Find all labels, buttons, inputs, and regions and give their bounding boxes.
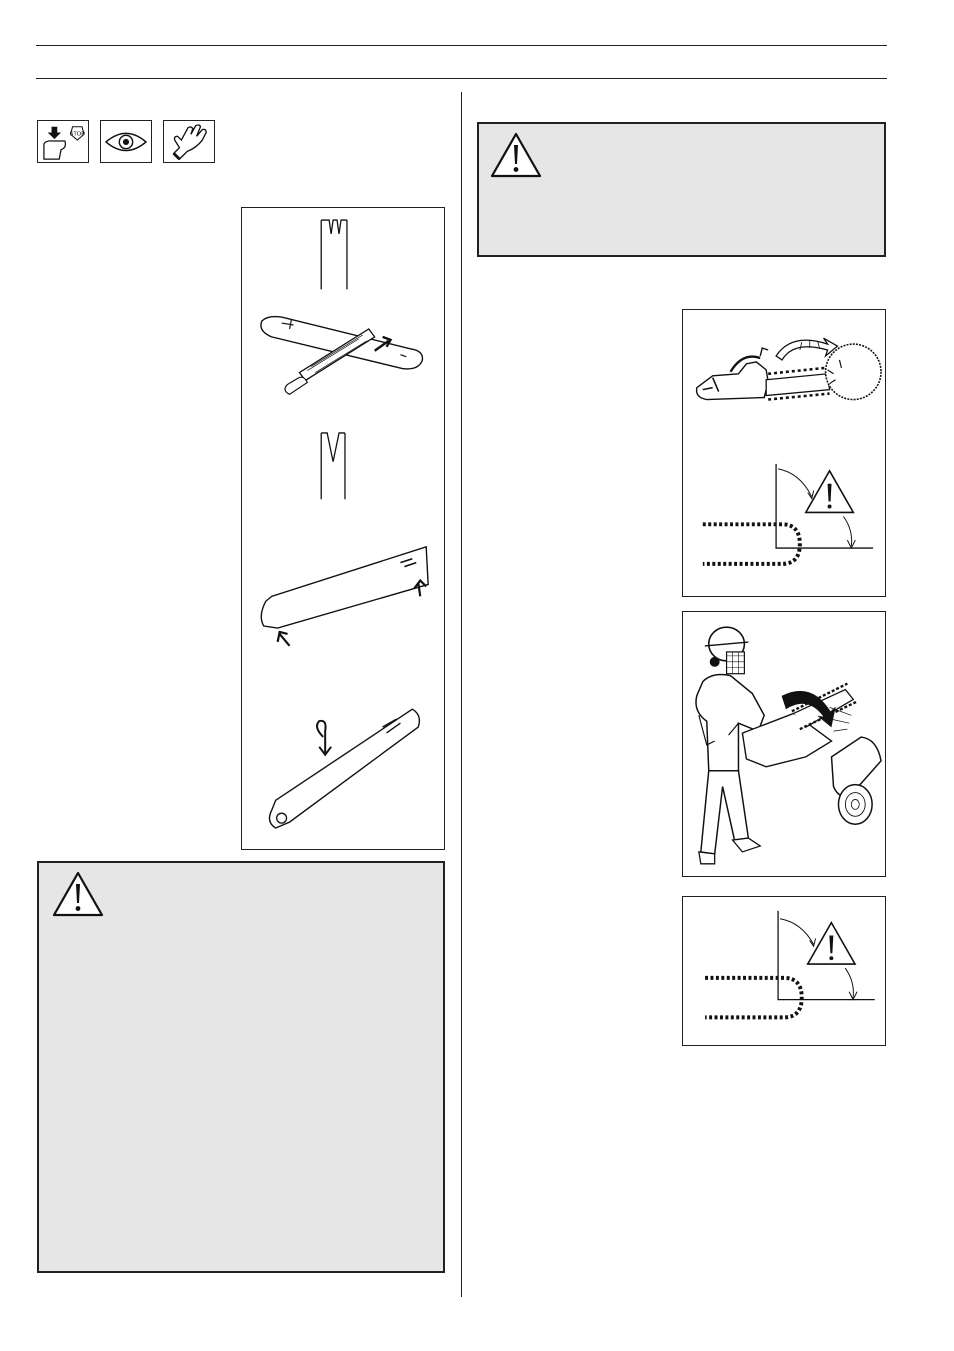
turn-bar-over xyxy=(269,709,419,828)
header-rule-bottom xyxy=(36,78,887,79)
operator-kickback-scene xyxy=(683,612,885,876)
bar-groove-worn xyxy=(321,220,347,289)
protective-gloves-pictogram xyxy=(163,120,215,163)
kickback-zone-bar-tip xyxy=(703,464,873,564)
column-divider xyxy=(461,92,462,1297)
bar-groove-restored xyxy=(321,433,345,499)
warning-box-left xyxy=(37,861,445,1273)
bar-lubrication-holes xyxy=(261,547,428,646)
stop-label: STOP xyxy=(69,131,86,138)
warning-box-right xyxy=(477,122,886,257)
warning-triangle-icon xyxy=(489,131,543,179)
glove-icon xyxy=(164,121,214,162)
header-rule-top xyxy=(36,45,887,46)
operator-kickback-figure xyxy=(682,611,886,877)
kickback-zone-figure xyxy=(682,309,886,597)
kickback-zone-repeat-figure xyxy=(682,896,886,1046)
warning-triangle-icon xyxy=(51,870,105,918)
guide-bar-maintenance-figure xyxy=(241,207,445,850)
stop-engine-pictogram xyxy=(37,120,89,163)
eye-icon xyxy=(101,121,151,162)
filing-bar-rails xyxy=(261,317,423,395)
kickback-zone-bar-tip xyxy=(683,897,885,1045)
stop-engine-icon xyxy=(38,121,88,162)
eye-protection-pictogram xyxy=(100,120,152,163)
kickback-rotation xyxy=(697,338,881,399)
